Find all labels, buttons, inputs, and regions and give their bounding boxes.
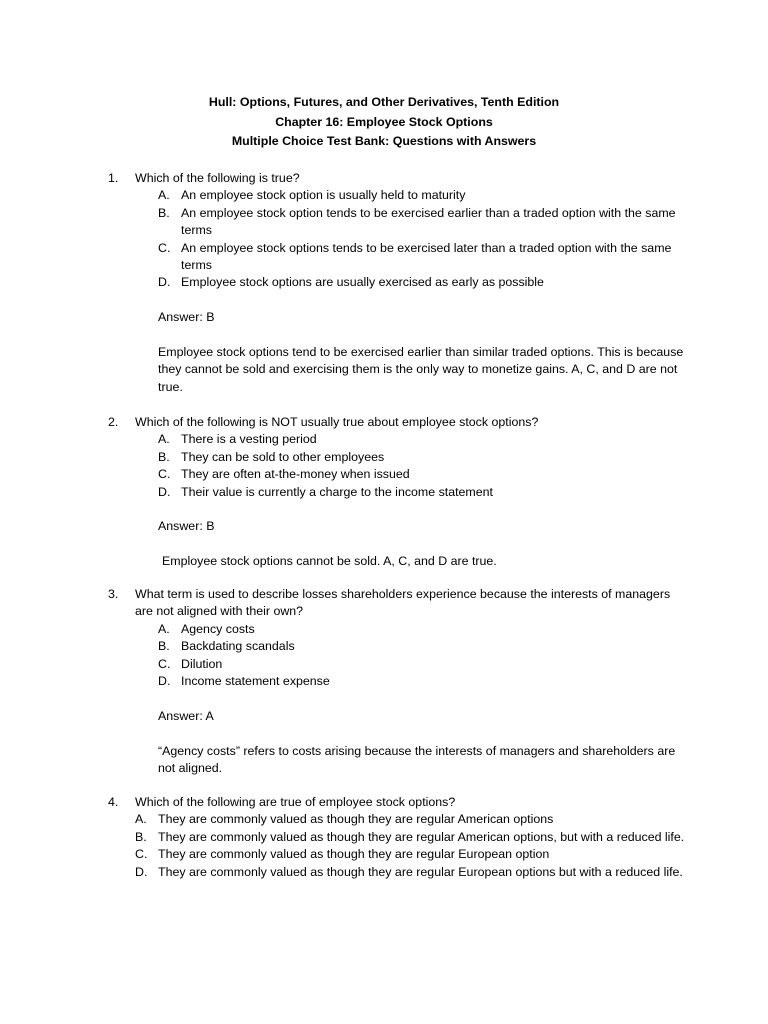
answer-line: Answer: B xyxy=(158,519,215,534)
question-1 xyxy=(108,170,688,396)
question-text: Which of the following is NOT usually true about employee stock options? xyxy=(135,415,539,429)
option-a xyxy=(108,431,688,448)
option-label: B. xyxy=(158,639,170,654)
option-label: A. xyxy=(158,621,170,636)
option-a xyxy=(108,621,688,638)
option-list xyxy=(108,187,688,291)
option-text: Employee stock options are usually exercised as early as possible xyxy=(181,275,544,290)
option-text: Backdating scandals xyxy=(181,639,295,654)
option-text: They are commonly valued as though they are regular American options xyxy=(158,812,554,827)
option-d xyxy=(108,864,688,881)
answer-explanation: Employee stock options cannot be sold. A, C, and D are true. xyxy=(162,554,497,569)
option-text: They are commonly valued as though they are regular American options, but with a reduced life. xyxy=(158,829,685,844)
header-book-title: Hull: Options, Futures, and Other Derivatives, Tenth Edition xyxy=(208,95,560,109)
option-c xyxy=(108,656,688,673)
question-number: 2. xyxy=(108,415,119,429)
question-text: Which of the following is true? xyxy=(135,171,300,185)
question-text: Which of the following are true of employee stock options? xyxy=(135,795,456,809)
header-chapter-title: Chapter 16: Employee Stock Options xyxy=(275,114,493,129)
option-label: D. xyxy=(158,484,171,499)
option-text: Income statement expense xyxy=(181,674,330,689)
option-b xyxy=(108,638,688,655)
answer-line: Answer: A xyxy=(158,708,214,723)
answer-line: Answer: B xyxy=(158,310,215,325)
option-text: They are often at-the-money when issued xyxy=(181,467,410,482)
option-label: C. xyxy=(158,240,171,255)
question-text: What term is used to describe losses shareholders experience because the interests of managers are not aligned with their own? xyxy=(135,587,671,619)
option-text: An employee stock options tends to be exercised later than a traded option with the same terms xyxy=(181,240,672,273)
option-label: B. xyxy=(135,829,147,844)
option-text: An employee stock option is usually held to maturity xyxy=(181,188,466,203)
header-test-bank-title: Multiple Choice Test Bank: Questions with Answers xyxy=(231,134,537,148)
document-header xyxy=(0,93,768,152)
question-number: 3. xyxy=(108,587,119,601)
option-list xyxy=(108,431,688,501)
answer-explanation: “Agency costs” refers to costs arising because the interests of managers and shareholders are not aligned. xyxy=(158,743,676,776)
option-label: D. xyxy=(135,864,148,879)
option-label: A. xyxy=(158,432,170,447)
option-a xyxy=(108,811,688,828)
option-b xyxy=(108,205,688,240)
option-d xyxy=(108,673,688,690)
option-text: There is a vesting period xyxy=(181,432,317,447)
option-b xyxy=(108,449,688,466)
option-label: A. xyxy=(158,188,170,203)
question-4 xyxy=(108,794,688,881)
option-d xyxy=(108,484,688,501)
option-text: An employee stock option tends to be exercised earlier than a traded option with the same terms xyxy=(181,205,676,238)
question-2 xyxy=(108,414,688,571)
option-a xyxy=(108,187,688,204)
option-label: B. xyxy=(158,205,170,220)
option-b xyxy=(108,829,688,846)
option-text: They can be sold to other employees xyxy=(181,449,385,464)
question-number: 4. xyxy=(108,795,119,809)
option-text: Dilution xyxy=(181,656,223,671)
option-list xyxy=(108,811,688,881)
option-label: D. xyxy=(158,674,171,689)
option-text: Their value is currently a charge to the income statement xyxy=(181,484,493,499)
option-label: B. xyxy=(158,449,170,464)
option-text: Agency costs xyxy=(181,621,255,636)
option-label: A. xyxy=(135,812,147,827)
option-label: C. xyxy=(135,847,148,862)
question-number: 1. xyxy=(108,171,119,185)
option-text: They are commonly valued as though they are regular European option xyxy=(158,847,550,862)
option-label: C. xyxy=(158,467,171,482)
option-text: They are commonly valued as though they are regular European options but with a reduced life. xyxy=(158,864,683,879)
option-d xyxy=(108,274,688,291)
option-label: D. xyxy=(158,275,171,290)
option-c xyxy=(108,240,688,275)
option-list xyxy=(108,621,688,691)
option-c xyxy=(108,846,688,863)
option-label: C. xyxy=(158,656,171,671)
option-c xyxy=(108,466,688,483)
answer-explanation: Employee stock options tend to be exercised earlier than similar traded options. This is because they cannot be sold and exercising them is the only way to monetize gains. A, C, and D are not true. xyxy=(158,345,684,394)
question-3 xyxy=(108,586,688,777)
